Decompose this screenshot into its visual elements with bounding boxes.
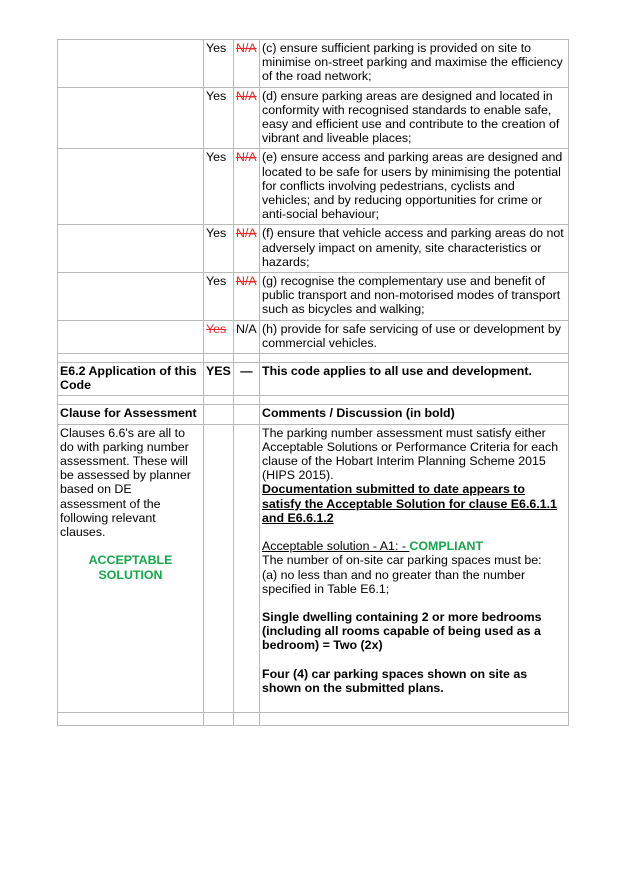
compliant-status: COMPLIANT	[409, 539, 484, 554]
clause-note: Clauses 6.6's are all to do with parking number assessment. These will be assessed by planner based on DE assessment of the following relevant clauses.	[60, 425, 191, 540]
criteria-na: N/A	[234, 225, 260, 273]
application-row	[58, 363, 569, 396]
acceptable-solution-status: ACCEPTABLE SOLUTION	[88, 553, 173, 582]
criteria-row	[58, 40, 569, 88]
planning-assessment-table	[57, 39, 569, 726]
criteria-row	[58, 149, 569, 225]
criteria-empty-cell	[58, 40, 204, 88]
solution-label: Acceptable solution - A1: -	[262, 539, 410, 554]
criteria-empty-cell	[58, 225, 204, 273]
spacer-row	[58, 354, 569, 363]
criteria-text: (f) ensure that vehicle access and parking areas do not adversely impact on amenity, site characteristics or hazards;	[260, 225, 569, 273]
application-text: This code applies to all use and development.	[260, 363, 569, 396]
criteria-empty-cell	[58, 149, 204, 225]
criteria-text: (g) recognise the complementary use and benefit of public transport and non-motorised modes of transport such as bicycles and walking;	[260, 273, 569, 321]
criteria-text: (h) provide for safe servicing of use or development by commercial vehicles.	[260, 320, 569, 353]
criteria-text: (e) ensure access and parking areas are designed and located to be safe for users by minimising the potential for conflicts involving pedestrians, cyclists and vehicles; and by reducing opportunities for crime or anti-social behaviour;	[260, 149, 569, 225]
criteria-empty-cell	[58, 87, 204, 149]
requirement-text: The number of on-site car parking spaces must be:	[262, 553, 542, 568]
assessment-comments-cell	[260, 424, 569, 712]
spacer-row	[58, 396, 569, 405]
application-dash: —	[234, 363, 260, 396]
requirement-a: (a) no less than and no greater than the number specified in Table E6.1;	[262, 567, 526, 596]
criteria-na: N/A	[234, 149, 260, 225]
criteria-yes: Yes	[204, 149, 234, 225]
criteria-na: N/A	[234, 273, 260, 321]
criteria-empty-cell	[58, 320, 204, 353]
acceptable-solution-line	[262, 539, 566, 553]
criteria-yes: Yes	[204, 273, 234, 321]
application-yes: YES	[204, 363, 234, 396]
parking-spaces-shown: Four (4) car parking spaces shown on site as shown on the submitted plans.	[262, 666, 528, 695]
criteria-text: (c) ensure sufficient parking is provided on site to minimise on-street parking and maximise the efficiency of the road network;	[260, 40, 569, 88]
criteria-yes: Yes	[204, 225, 234, 273]
clause-header: Clause for Assessment	[58, 405, 204, 424]
assessment-left-cell	[58, 424, 204, 712]
criteria-text: (d) ensure parking areas are designed and located in conformity with recognised standards to enable safe, easy and efficient use and contribute to the creation of vibrant and liveable places;	[260, 87, 569, 149]
criteria-yes: Yes	[204, 320, 234, 353]
criteria-row	[58, 87, 569, 149]
criteria-na: N/A	[234, 40, 260, 88]
spacer-row	[58, 712, 569, 725]
criteria-rows	[58, 40, 569, 354]
assessment-intro: The parking number assessment must satisfy either Acceptable Solutions or Performance Criteria for each clause of the Hobart Interim Planning Scheme 2015 (HIPS 2015).	[262, 425, 559, 483]
criteria-empty-cell	[58, 273, 204, 321]
criteria-yes: Yes	[204, 87, 234, 149]
comments-header: Comments / Discussion (in bold)	[260, 405, 569, 424]
criteria-na: N/A	[234, 320, 260, 353]
criteria-row	[58, 320, 569, 353]
document-page	[57, 39, 568, 726]
documentation-note: Documentation submitted to date appears to satisfy the Acceptable Solution for clause E6.6.1.1 and E6.6.1.2	[262, 482, 557, 525]
assessment-header-row	[58, 405, 569, 424]
application-label: E6.2 Application of this Code	[58, 363, 204, 396]
dwelling-requirement: Single dwelling containing 2 or more bedrooms (including all rooms capable of being used as a bedroom) = Two (2x)	[262, 609, 542, 653]
criteria-na: N/A	[234, 87, 260, 149]
criteria-yes: Yes	[204, 40, 234, 88]
criteria-row	[58, 225, 569, 273]
assessment-row	[58, 424, 569, 712]
criteria-row	[58, 273, 569, 321]
